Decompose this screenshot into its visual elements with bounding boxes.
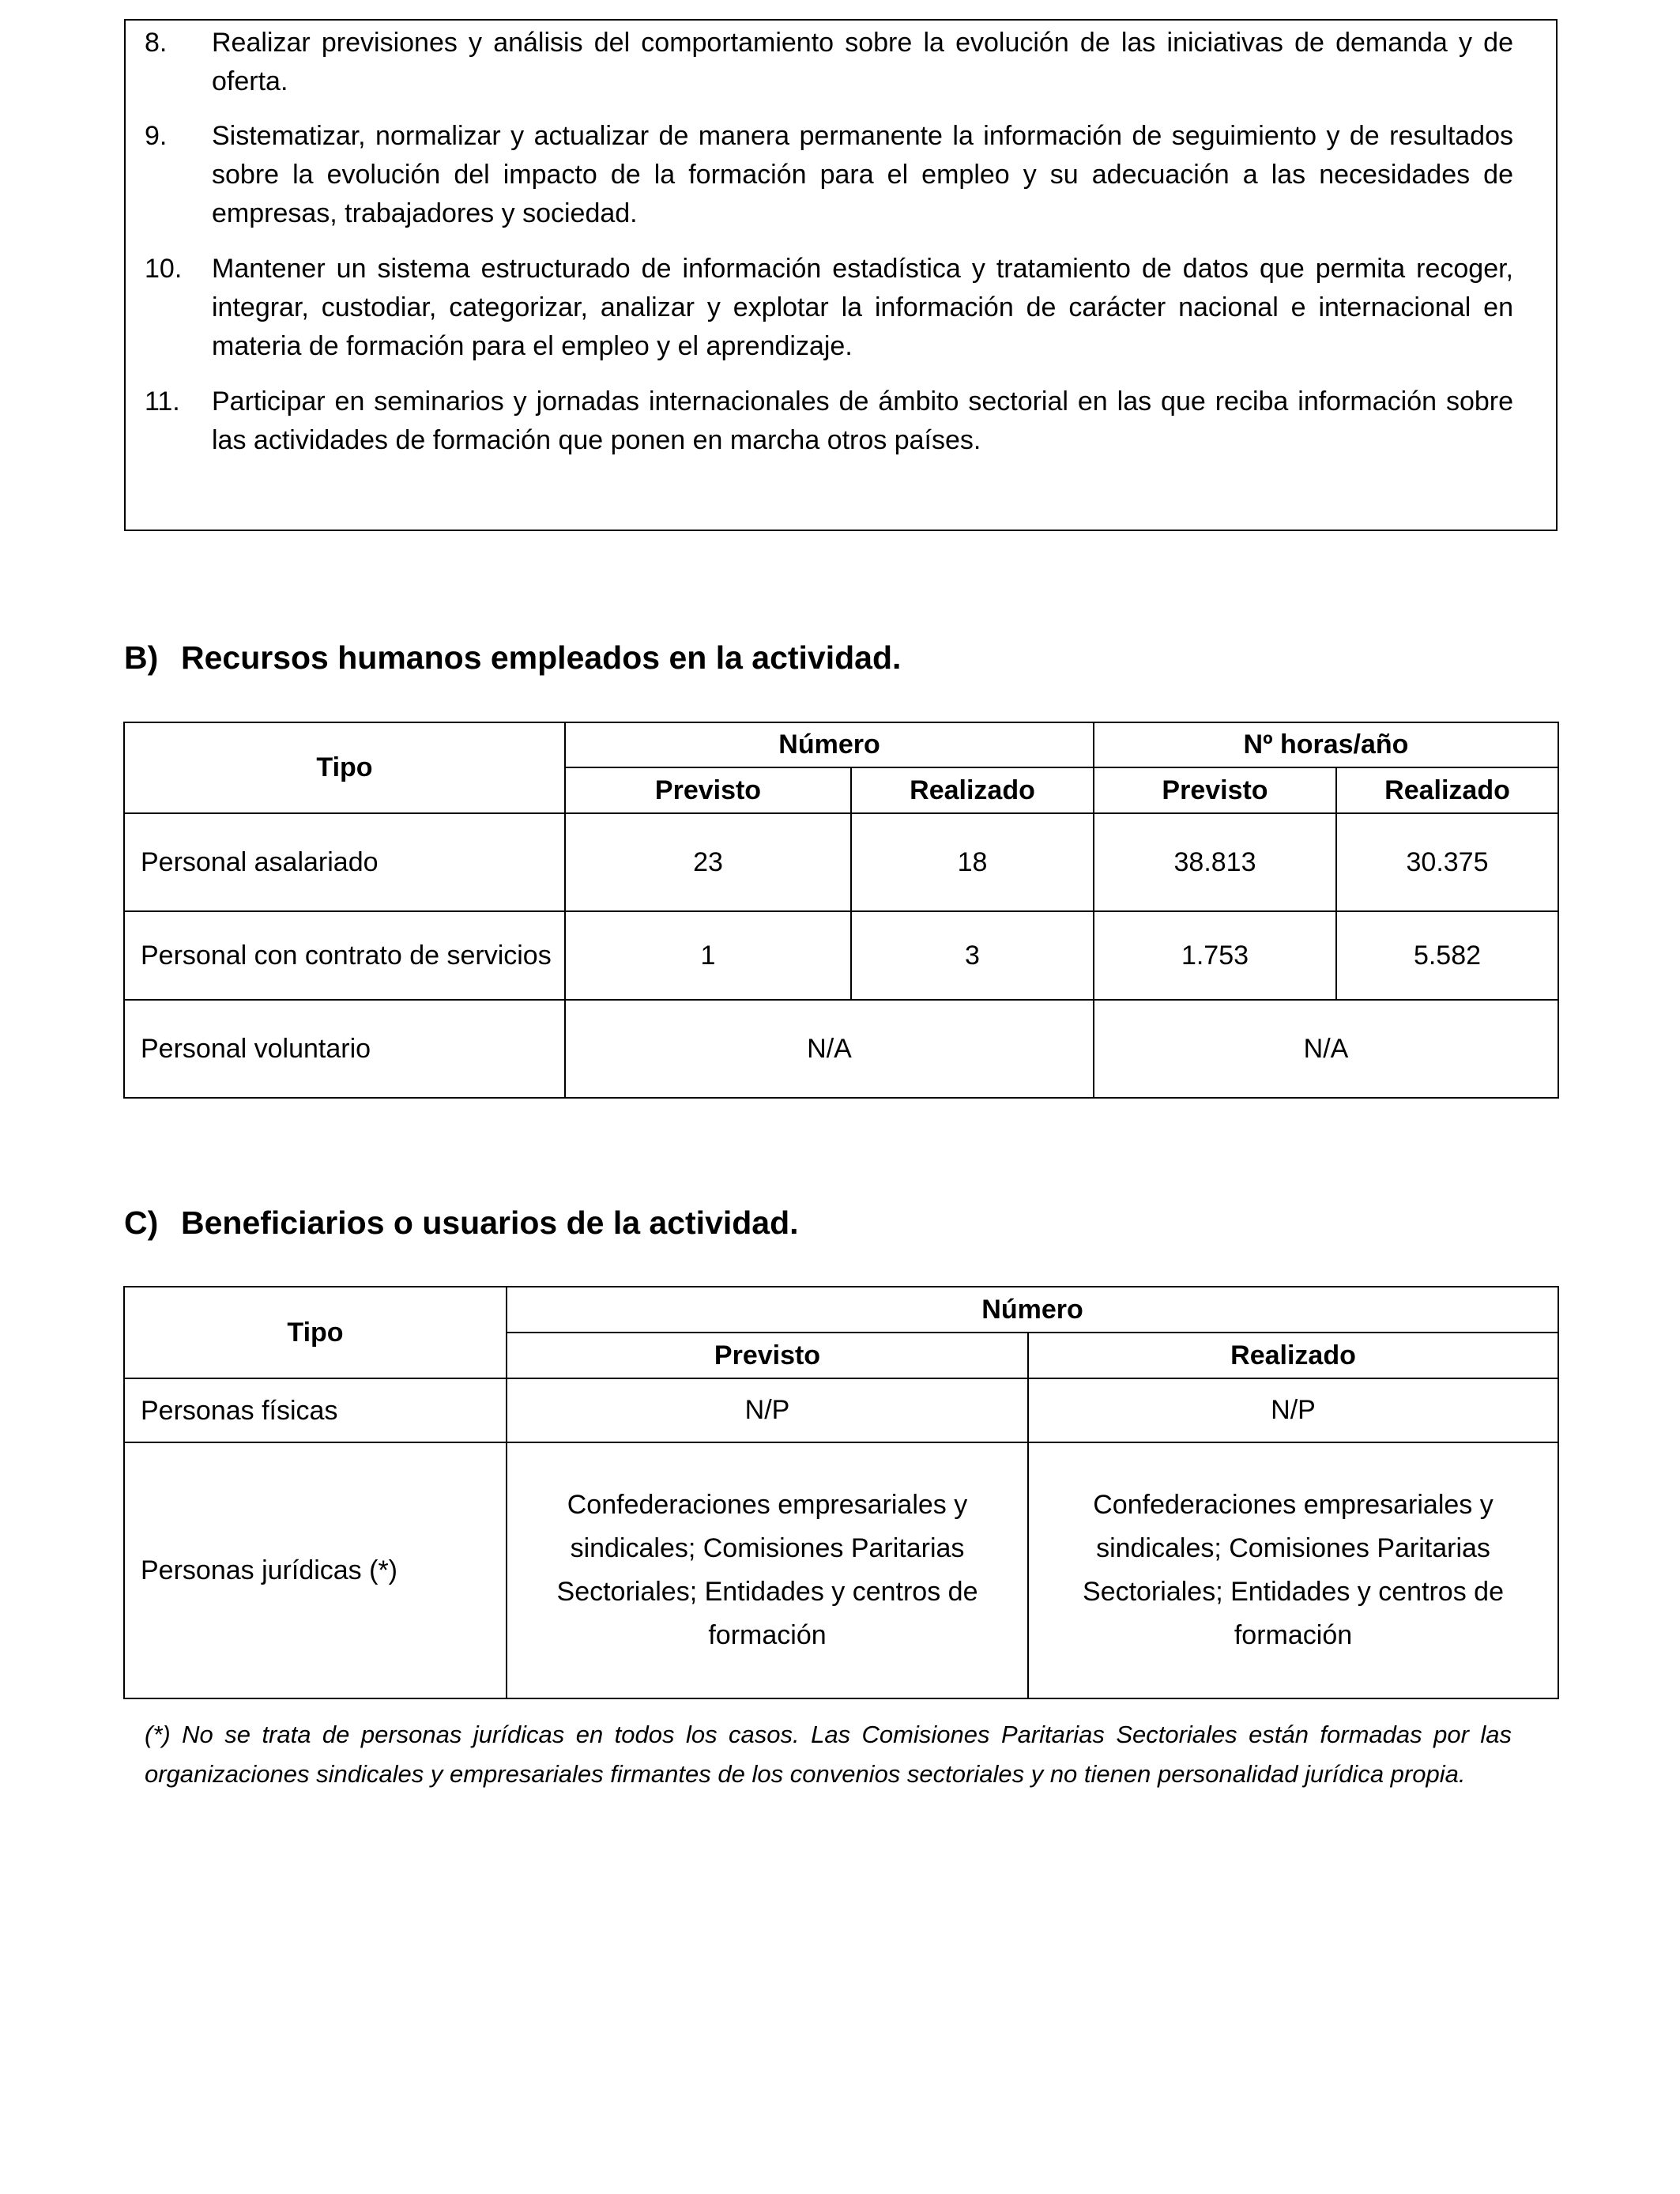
- list-item-text: Realizar previsiones y análisis del comportamiento sobre la evolución de las iniciativas de demanda y de oferta.: [212, 28, 1513, 96]
- section-b-heading: [124, 639, 901, 677]
- section-c-title: Beneficiarios o usuarios de la actividad.: [181, 1204, 799, 1241]
- section-b-letter: B): [124, 639, 159, 676]
- table-row: [124, 1000, 1558, 1098]
- table-row: [124, 1378, 1558, 1442]
- cell-horas-realizado: 30.375: [1336, 813, 1558, 911]
- cell-previsto: Confederaciones empresariales y sindicales; Comisiones Paritarias Sectoriales; Entidades y centros de formación: [507, 1442, 1028, 1698]
- list-item-text: Mantener un sistema estructurado de información estadística y tratamiento de datos que permita recoger, integrar, custodiar, categorizar, analizar y explotar la información de carácter nacional e internacional en materia de formación para el empleo y el aprendizaje.: [212, 254, 1513, 361]
- cell-realizado: Confederaciones empresariales y sindicales; Comisiones Paritarias Sectoriales; Entidades y centros de formación: [1028, 1442, 1558, 1698]
- list-item-text: Sistematizar, normalizar y actualizar de manera permanente la información de seguimiento y de resultados sobre la evolución del impacto de la formación para el empleo y su adecuación a las necesidades de empresas, trabajadores y sociedad.: [212, 121, 1513, 228]
- human-resources-table: [123, 722, 1559, 1099]
- header-tipo: Tipo: [124, 722, 565, 813]
- row-tipo: Personas físicas: [124, 1378, 507, 1442]
- cell-horas-realizado: 5.582: [1336, 911, 1558, 1000]
- section-c-heading: [124, 1204, 799, 1242]
- header-numero-previsto: Previsto: [565, 767, 851, 813]
- row-tipo: Personas jurídicas (*): [124, 1442, 507, 1698]
- objectives-list-box: [124, 19, 1558, 531]
- cell-numero: N/A: [565, 1000, 1094, 1098]
- header-realizado: Realizado: [1028, 1333, 1558, 1378]
- table-row: [124, 813, 1558, 911]
- list-item-number: 9.: [145, 121, 168, 151]
- header-numero-realizado: Realizado: [851, 767, 1094, 813]
- row-tipo: Personal voluntario: [124, 1000, 565, 1098]
- table-row: [124, 911, 1558, 1000]
- table-row: [124, 1442, 1558, 1698]
- list-item-number: 11.: [145, 386, 180, 417]
- header-numero: Número: [565, 722, 1094, 767]
- header-tipo: Tipo: [124, 1287, 507, 1378]
- cell-horas-previsto: 38.813: [1094, 813, 1336, 911]
- list-item-text: Participar en seminarios y jornadas internacionales de ámbito sectorial en las que reciba información sobre las actividades de formación que ponen en marcha otros países.: [212, 386, 1513, 455]
- cell-numero-realizado: 3: [851, 911, 1094, 1000]
- row-tipo: Personal con contrato de servicios: [124, 911, 565, 1000]
- beneficiaries-table: [123, 1286, 1559, 1699]
- header-horas: Nº horas/año: [1094, 722, 1558, 767]
- cell-numero-previsto: 1: [565, 911, 851, 1000]
- header-horas-previsto: Previsto: [1094, 767, 1336, 813]
- header-numero: Número: [507, 1287, 1558, 1333]
- section-c-letter: C): [124, 1204, 159, 1241]
- cell-numero-realizado: 18: [851, 813, 1094, 911]
- cell-horas: N/A: [1094, 1000, 1558, 1098]
- cell-horas-previsto: 1.753: [1094, 911, 1336, 1000]
- header-previsto: Previsto: [507, 1333, 1028, 1378]
- list-item-number: 8.: [145, 28, 168, 58]
- footnote: (*) No se trata de personas jurídicas en todos los casos. Las Comisiones Paritarias Sectoriales están formadas por las organizaciones sindicales y empresariales firmantes de los convenios sectoriales y no tienen personalidad jurídica propia.: [145, 1721, 1512, 1788]
- header-horas-realizado: Realizado: [1336, 767, 1558, 813]
- cell-realizado: N/P: [1028, 1378, 1558, 1442]
- section-b-title: Recursos humanos empleados en la actividad.: [181, 639, 902, 676]
- cell-previsto: N/P: [507, 1378, 1028, 1442]
- cell-numero-previsto: 23: [565, 813, 851, 911]
- row-tipo: Personal asalariado: [124, 813, 565, 911]
- list-item-number: 10.: [145, 254, 183, 284]
